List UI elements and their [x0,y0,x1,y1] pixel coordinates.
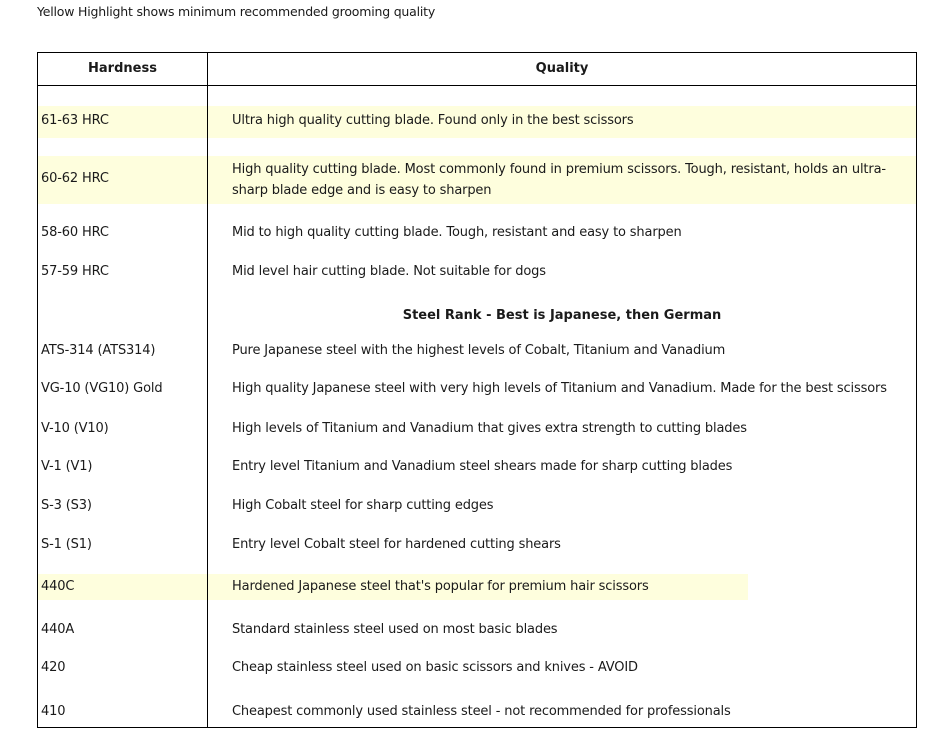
quality-cell: High quality cutting blade. Most commonly found in premium scissors. Tough, resistant, holds an ultra-sharp blade edge and is easy to sharpen [232,162,886,198]
quality-cell: High quality Japanese steel with very high levels of Titanium and Vanadium. Made for the best scissors [232,381,887,396]
steel-cell: S-3 (S3) [41,498,92,513]
steel-cell: 410 [41,704,66,719]
column-header-quality: Quality [535,61,589,76]
quality-cell: Ultra high quality cutting blade. Found only in the best scissors [232,113,634,128]
highlight-legend-note: Yellow Highlight shows minimum recommended grooming quality [37,4,436,19]
steel-quality-table [37,52,917,728]
quality-cell: Mid level hair cutting blade. Not suitable for dogs [232,264,546,279]
quality-cell: Hardened Japanese steel that's popular for premium hair scissors [232,579,649,594]
hardness-cell: 58-60 HRC [41,225,109,240]
steel-cell: VG-10 (VG10) Gold [41,381,163,396]
quality-cell: Pure Japanese steel with the highest levels of Cobalt, Titanium and Vanadium [232,343,726,358]
quality-cell: Cheap stainless steel used on basic scissors and knives - AVOID [232,660,638,675]
steel-rank-heading: Steel Rank - Best is Japanese, then German [402,308,722,323]
quality-cell: Entry level Cobalt steel for hardened cutting shears [232,537,561,552]
column-divider [207,53,208,727]
hardness-cell: 57-59 HRC [41,264,109,279]
steel-cell: S-1 (S1) [41,537,92,552]
header-divider [38,85,916,86]
quality-cell: Mid to high quality cutting blade. Tough, resistant and easy to sharpen [232,225,682,240]
quality-cell: Cheapest commonly used stainless steel - not recommended for professionals [232,704,731,719]
steel-cell: 420 [41,660,66,675]
steel-cell: 440A [41,622,75,637]
quality-cell: Standard stainless steel used on most basic blades [232,622,558,637]
column-header-hardness: Hardness [88,61,157,76]
steel-cell: 440C [41,579,75,594]
steel-cell: ATS-314 (ATS314) [41,343,156,358]
quality-cell: High Cobalt steel for sharp cutting edges [232,498,494,513]
hardness-cell: 60-62 HRC [41,171,109,186]
steel-cell: V-10 (V10) [41,421,109,436]
hardness-cell: 61-63 HRC [41,113,109,128]
quality-cell: High levels of Titanium and Vanadium that gives extra strength to cutting blades [232,421,747,436]
quality-cell: Entry level Titanium and Vanadium steel shears made for sharp cutting blades [232,459,733,474]
steel-cell: V-1 (V1) [41,459,93,474]
